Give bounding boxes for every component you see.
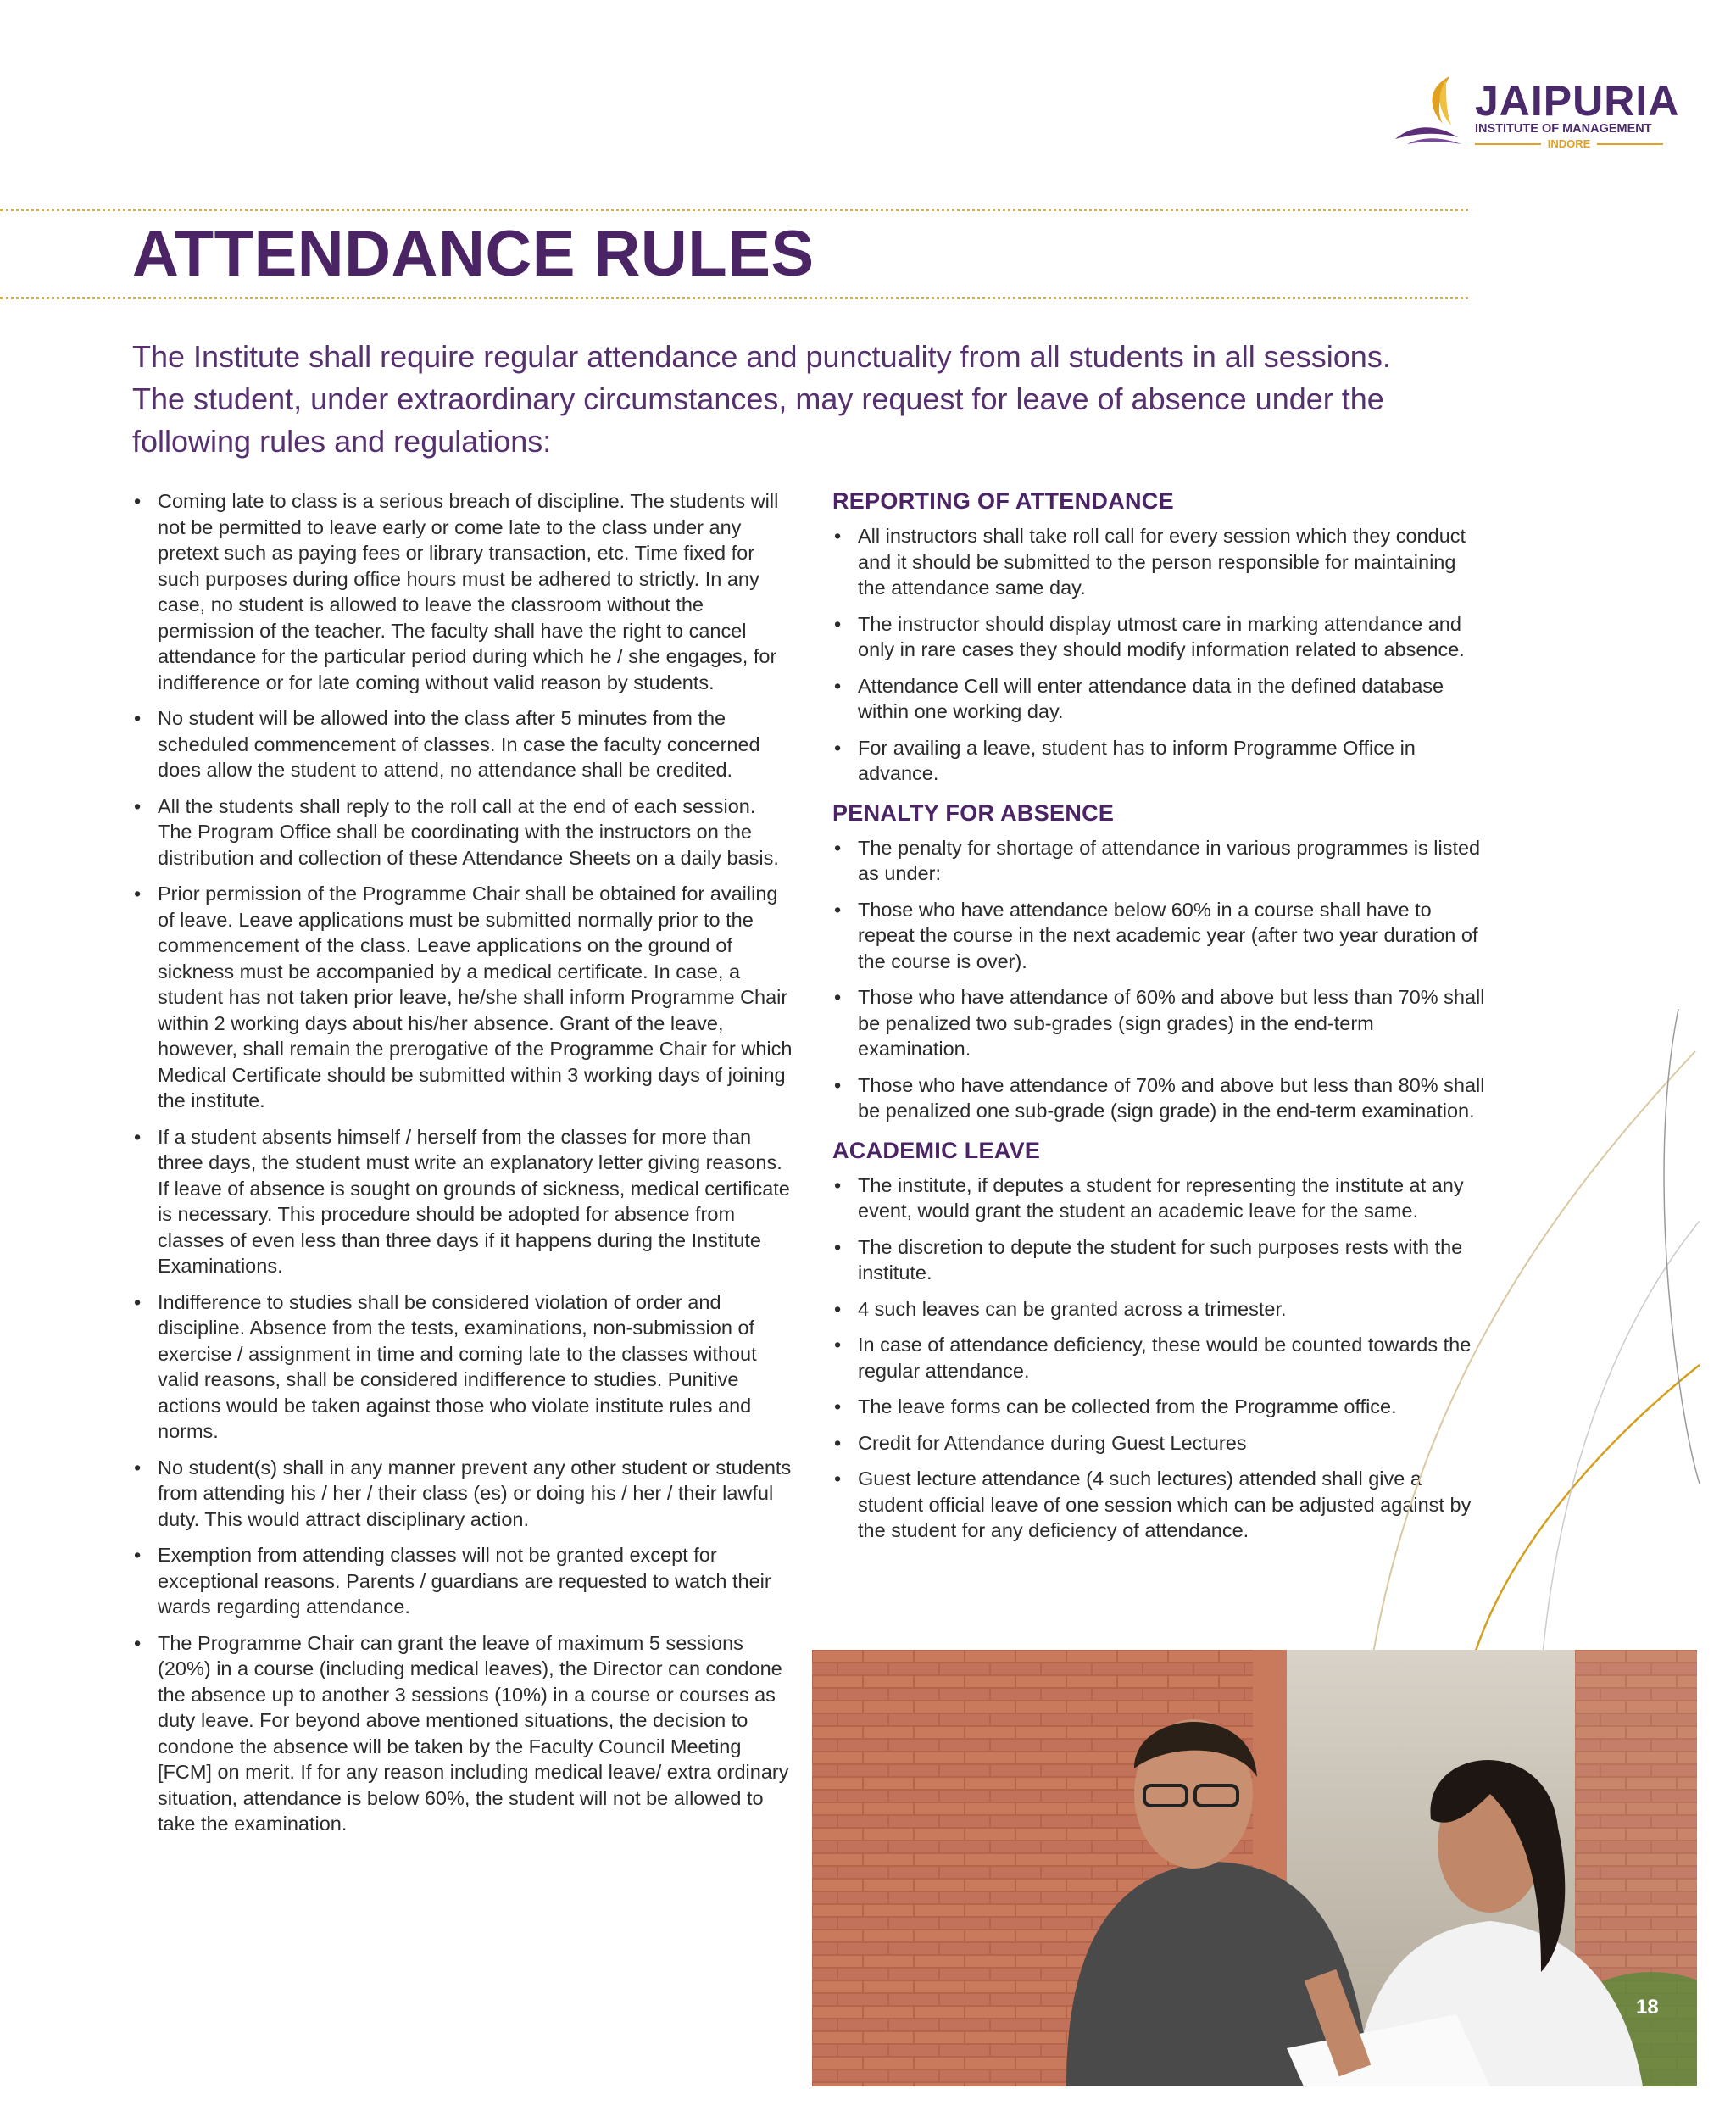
students-photo-illustration <box>812 1650 1697 2086</box>
list-item: • For availing a leave, student has to inform Programme Office in advance. <box>832 735 1485 787</box>
list-item: • Prior permission of the Programme Chair shall be obtained for availing of leave. Leave applications must be submitted normally prior to the commencement of the class. Leave applications on the ground of sickness must be accompanied by a medical certificate. In case, a student has not taken prior leave, he/she shall inform Programme Chair within 2 working days about his/her absence. Grant of the leave, however, shall remain the prerogative of the Programme Chair for which Medical Certificate should be submitted within 3 working days of joining the institute. <box>132 881 793 1114</box>
list-item: • Guest lecture attendance (4 such lectures) attended shall give a student official leave of one session which can be adjusted against by the student for any deficiency of attendance. <box>832 1466 1485 1544</box>
list-item: • All instructors shall take roll call for every session which they conduct and it should be submitted to the person responsible for maintaining the attendance same day. <box>832 523 1485 601</box>
list-item: • Those who have attendance of 70% and above but less than 80% shall be penalized one sub-grade (sign grade) in the end-term examination. <box>832 1072 1485 1124</box>
logo-line-right <box>1597 143 1663 145</box>
students-photo <box>812 1650 1697 2086</box>
bottom-dotted-rule <box>0 297 1468 299</box>
reporting-heading: REPORTING OF ATTENDANCE <box>832 488 1174 514</box>
list-item: • The leave forms can be collected from the Programme office. <box>832 1394 1485 1420</box>
list-item: • The instructor should display utmost care in marking attendance and only in rare cases they should modify information related to absence. <box>832 611 1485 663</box>
list-item: • Credit for Attendance during Guest Lectures <box>832 1430 1485 1456</box>
list-item: • If a student absents himself / herself from the classes for more than three days, the student must write an explanatory letter giving reasons. If leave of absence is sought on grounds of sickness, medical certificate is necessary. This procedure should be adopted for absence from classes of even less than three days if it happens during the Institute Examinations. <box>132 1124 793 1279</box>
list-item: • All the students shall reply to the roll call at the end of each session. The Program Office shall be coordinating with the instructors on the distribution and collection of these Attendance Sheets on a daily basis. <box>132 794 793 872</box>
list-item: • The discretion to depute the student for such purposes rests with the institute. <box>832 1234 1485 1286</box>
decorative-curves <box>1322 1009 1700 1653</box>
list-item: • The Programme Chair can grant the leave of maximum 5 sessions (20%) in a course (including medical leaves), the Director can condone the absence up to another 3 sessions (10%) in a course or courses as duty leave. For beyond above mentioned situations, the decision to condone the absence will be taken by the Faculty Council Meeting [FCM] on merit. If for any reason including medical leave/ extra ordinary situation, attendance is below 60%, the student will not be allowed to take the examination. <box>132 1630 793 1837</box>
list-item: • Attendance Cell will enter attendance data in the defined database within one working day. <box>832 673 1485 725</box>
list-item: • The penalty for shortage of attendance in various programmes is listed as under: <box>832 835 1485 887</box>
list-item: • 4 such leaves can be granted across a trimester. <box>832 1296 1485 1323</box>
logo-subtitle: INSTITUTE OF MANAGEMENT <box>1475 122 1652 136</box>
page-number: 18 <box>1636 1996 1659 2019</box>
list-item: • Indifference to studies shall be considered violation of order and discipline. Absence from the tests, examinations, non-submission of exercise / assignment in time and coming late to the classes without valid reasons, shall be considered indifference to studies. Punitive actions would be taken against those who violate institute rules and norms. <box>132 1289 793 1445</box>
academic-heading: ACADEMIC LEAVE <box>832 1137 1041 1163</box>
logo-location: INDORE <box>1547 137 1591 150</box>
attendance-rules-list <box>132 488 793 1837</box>
list-item: • No student(s) shall in any manner prevent any other student or students from attending his / her / their class (es) or doing his / her / their lawful duty. This would attract disciplinary action. <box>132 1455 793 1533</box>
top-dotted-rule <box>0 209 1468 211</box>
list-item: • Those who have attendance below 60% in a course shall have to repeat the course in the next academic year (after two year duration of the course is over). <box>832 897 1485 975</box>
page-title: ATTENDANCE RULES <box>132 218 815 290</box>
list-item: • The institute, if deputes a student for representing the institute at any event, would grant the student an academic leave for the same. <box>832 1172 1485 1224</box>
list-item: • Exemption from attending classes will not be granted except for exceptional reasons. Parents / guardians are requested to watch their wards regarding attendance. <box>132 1542 793 1620</box>
logo-name: JAIPURIA <box>1475 77 1680 125</box>
list-item: • Coming late to class is a serious breach of discipline. The students will not be permitted to leave early or come late to the class under any pretext such as paying fees or library transaction, etc. Time fixed for such purposes during office hours must be adhered to strictly. In any case, no student is allowed to leave the classroom without the permission of the teacher. The faculty shall have the right to cancel attendance for the particular period during which he / she engages, for indifference or for late coming without valid reason by students. <box>132 488 793 695</box>
left-column <box>132 488 793 1847</box>
list-item: • In case of attendance deficiency, these would be counted towards the regular attendance. <box>832 1332 1485 1384</box>
flame-logo-icon <box>1390 73 1475 149</box>
logo-location-row <box>1475 137 1663 150</box>
list-item: • No student will be allowed into the class after 5 minutes from the scheduled commencement of classes. In case the faculty concerned does allow the student to attend, no attendance shall be credited. <box>132 705 793 783</box>
logo-line-left <box>1475 143 1541 145</box>
institute-logo <box>1390 73 1680 150</box>
intro-paragraph: The Institute shall require regular attendance and punctuality from all students in all sessions. The student, under extraordinary circumstances, may request for leave of absence under the following rules and regulations: <box>132 339 1391 459</box>
reporting-list <box>832 523 1485 787</box>
list-item: • Those who have attendance of 60% and above but less than 70% shall be penalized two sub-grades (sign grades) in the end-term examination. <box>832 984 1485 1062</box>
penalty-heading: PENALTY FOR ABSENCE <box>832 799 1115 826</box>
